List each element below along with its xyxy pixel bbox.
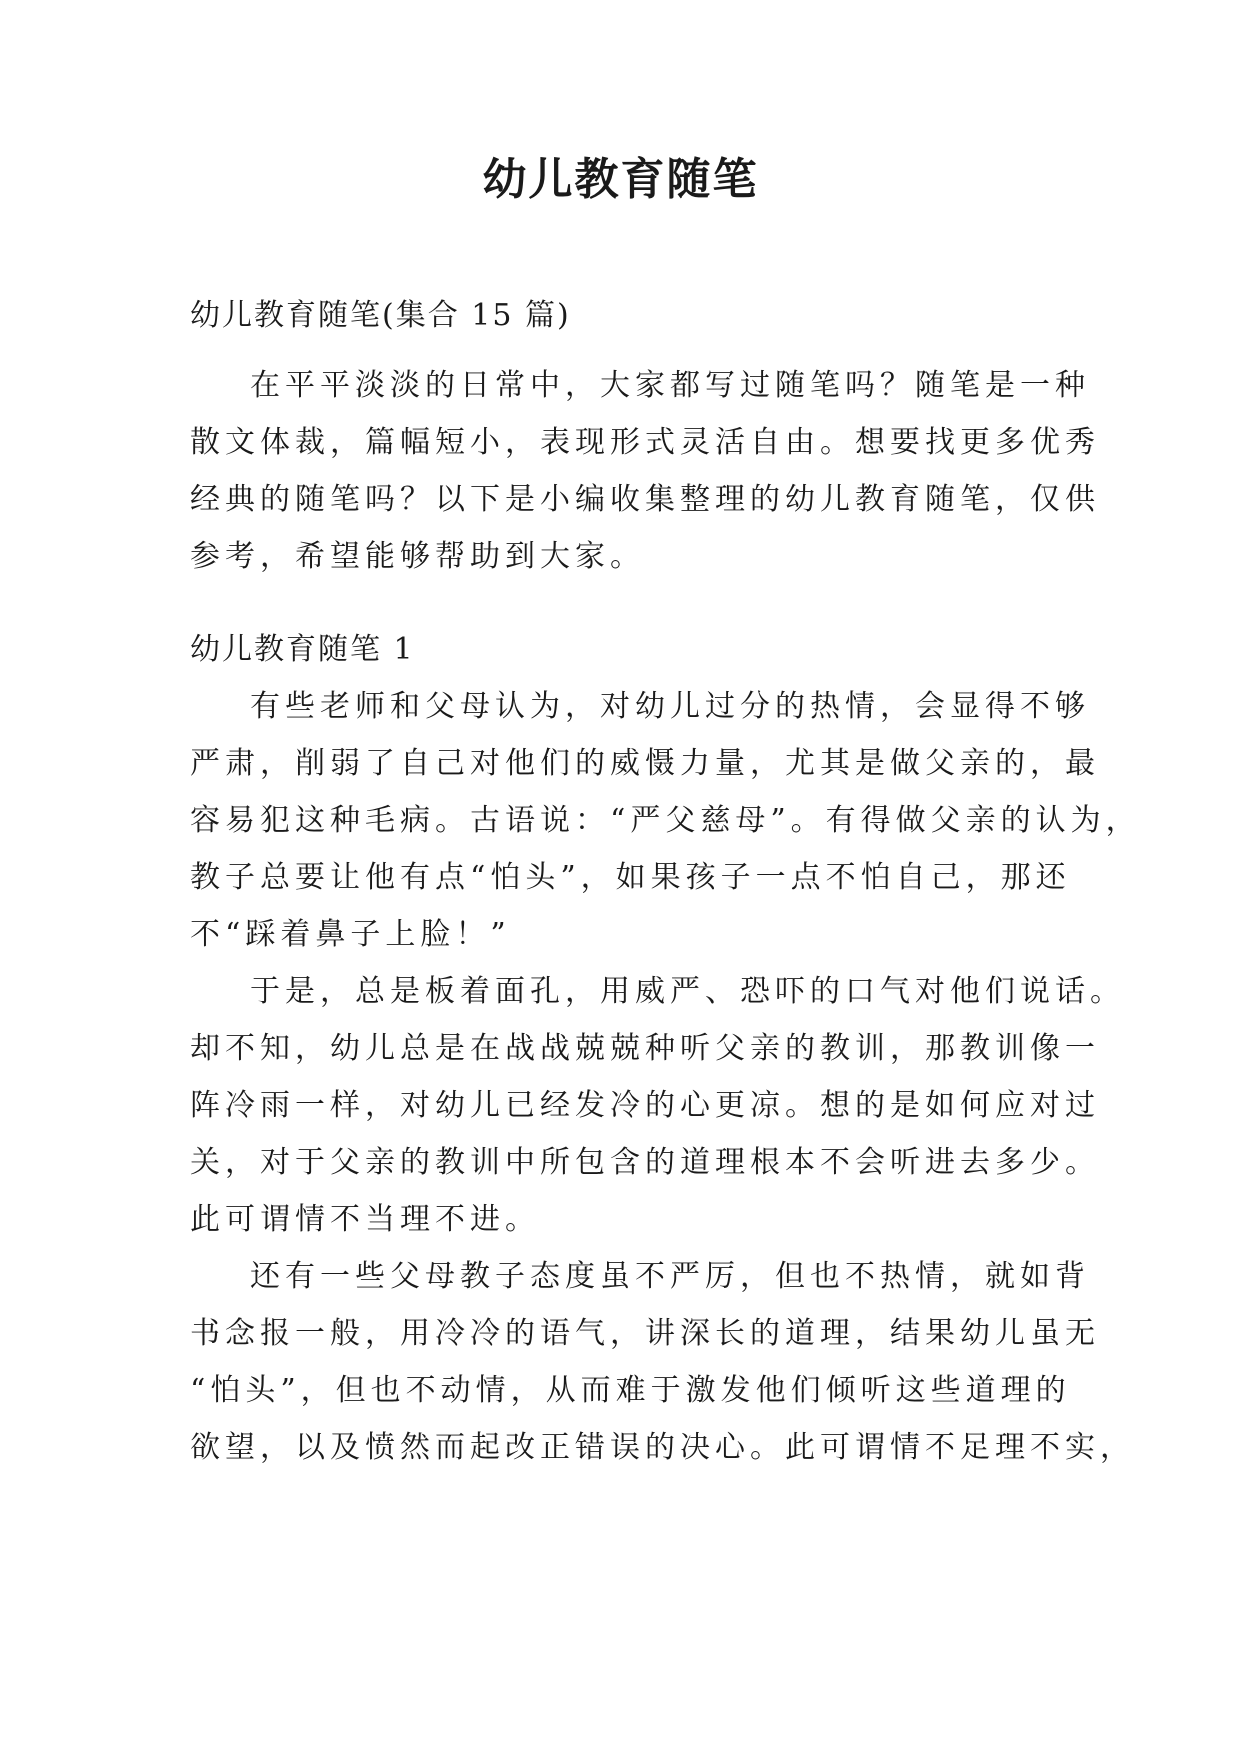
body-line: 书念报一般，用冷冷的语气，讲深长的道理，结果幼儿虽无 [190, 1316, 1100, 1351]
body-line: 不“踩着鼻子上脸！” [190, 917, 511, 952]
body-line: 阵冷雨一样，对幼儿已经发冷的心更凉。想的是如何应对过 [190, 1088, 1100, 1123]
intro-line: 散文体裁，篇幅短小，表现形式灵活自由。想要找更多优秀 [190, 425, 1100, 460]
body-line: 此可谓情不当理不进。 [190, 1202, 540, 1237]
body-line: 还有一些父母教子态度虽不严厉，但也不热情，就如背 [250, 1259, 1090, 1294]
body-line: 关，对于父亲的教训中所包含的道理根本不会听进去多少。 [190, 1145, 1100, 1180]
document-title: 幼儿教育随笔 [482, 154, 759, 205]
body-line: 容易犯这种毛病。古语说：“严父慈母”。有得做父亲的认为， [190, 803, 1141, 838]
body-line: 有些老师和父母认为，对幼儿过分的热情，会显得不够 [250, 689, 1090, 724]
body-line: 严肃，削弱了自己对他们的威慑力量，尤其是做父亲的，最 [190, 746, 1100, 781]
document-subtitle: 幼儿教育随笔(集合 15 篇) [190, 298, 571, 333]
section-heading: 幼儿教育随笔 1 [190, 632, 415, 667]
body-line: “怕头”，但也不动情，从而难于激发他们倾听这些道理的 [190, 1373, 1071, 1408]
intro-line: 经典的随笔吗？以下是小编收集整理的幼儿教育随笔，仅供 [190, 482, 1100, 517]
body-line: 于是，总是板着面孔，用威严、恐吓的口气对他们说话。 [250, 974, 1125, 1009]
intro-line: 在平平淡淡的日常中，大家都写过随笔吗？随笔是一种 [250, 368, 1090, 403]
body-line: 却不知，幼儿总是在战战兢兢种听父亲的教训，那教训像一 [190, 1031, 1100, 1066]
body-line: 欲望，以及愤然而起改正错误的决心。此可谓情不足理不实， [190, 1430, 1135, 1465]
body-line: 教子总要让他有点“怕头”，如果孩子一点不怕自己，那还 [190, 860, 1071, 895]
intro-line: 参考，希望能够帮助到大家。 [190, 539, 645, 574]
